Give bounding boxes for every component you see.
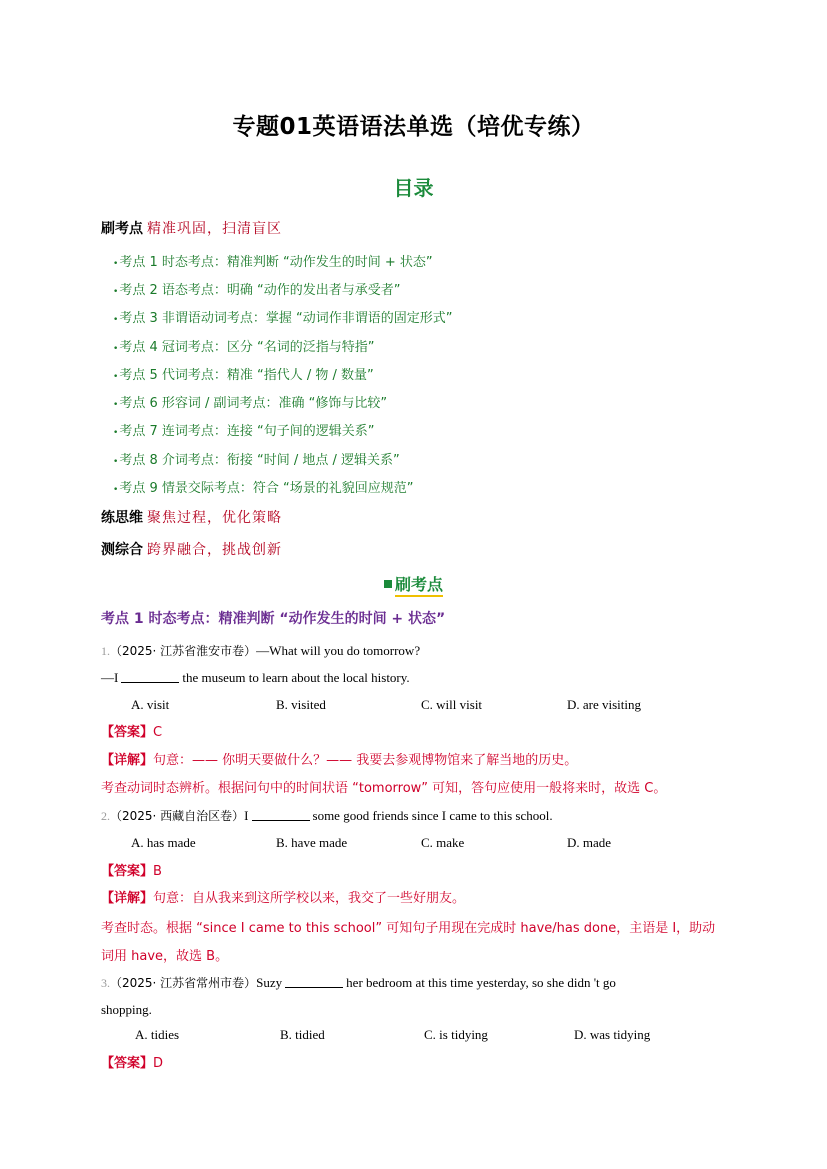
toc-item-4[interactable]: •考点 4 冠词考点：区分 “名词的泛指与特指” — [113, 340, 375, 355]
toc-section-thinking[interactable] — [101, 507, 282, 527]
question-1-line-2: —I the museum to learn about the local history. — [101, 670, 410, 685]
question-number: 2. — [101, 809, 110, 823]
bullet-icon: • — [113, 344, 119, 354]
option-c: C. is tidying — [424, 1027, 488, 1042]
section-label: 刷考点 — [101, 221, 143, 237]
question-2-line-1: 2.（2025· 西藏自治区卷）I some good friends since I came to this school. — [101, 808, 553, 823]
answer-blank — [252, 810, 310, 821]
answer-line: 【答案】D — [101, 1056, 164, 1071]
question-source: （2025· 西藏自治区卷） — [110, 809, 245, 823]
answer-blank — [121, 672, 179, 683]
bullet-icon: • — [113, 372, 119, 382]
bullet-icon: • — [113, 287, 119, 297]
answer-line: 【答案】B — [101, 864, 162, 879]
explanation-line: 词用 have，故选 B。 — [101, 949, 229, 964]
option-d: D. made — [567, 835, 612, 850]
option-a: A. visit — [131, 697, 170, 712]
explanation-line: 考查时态。根据 “since I came to this school” 可知句子用现在完成时 have/has done，主语是 I，助动 — [101, 921, 716, 936]
bullet-icon: • — [113, 428, 119, 438]
option-a: A. tidies — [135, 1027, 180, 1042]
toc-item-9[interactable]: •考点 9 情景交际考点：符合 “场景的礼貌回应规范” — [113, 481, 414, 496]
answer-line: 【答案】C — [101, 725, 163, 740]
question-3-line-1: 3.（2025· 江苏省常州市卷）Suzy her bedroom at this time yesterday, so she didn 't go — [101, 975, 616, 990]
question-number: 3. — [101, 976, 110, 990]
bullet-icon: • — [113, 259, 119, 269]
option-c: C. will visit — [421, 697, 483, 712]
toc-item-5[interactable]: •考点 5 代词考点：精准 “指代人 / 物 / 数量” — [113, 368, 374, 383]
document-title: 专题01英语语法单选（培优专练） — [232, 114, 595, 140]
toc-item-6[interactable]: •考点 6 形容词 / 副词考点：准确 “修饰与比较” — [113, 396, 388, 411]
toc-item-2[interactable]: •考点 2 语态考点：明确 “动作的发出者与承受者” — [113, 283, 401, 298]
explanation-line: 【详解】句意：—— 你明天要做什么？—— 我要去参观博物馆来了解当地的历史。 — [101, 753, 578, 768]
option-a: A. has made — [131, 835, 196, 850]
toc-item-8[interactable]: •考点 8 介词考点：衔接 “时间 / 地点 / 逻辑关系” — [113, 453, 400, 468]
option-c: C. make — [421, 835, 465, 850]
option-b: B. have made — [276, 835, 348, 850]
bullet-icon: • — [113, 485, 119, 495]
option-b: B. visited — [276, 697, 326, 712]
question-3-line-2: shopping. — [101, 1002, 152, 1017]
bullet-icon: • — [113, 457, 119, 467]
question-source: （2025· 江苏省淮安市卷） — [110, 644, 257, 658]
explanation-line: 考查动词时态辨析。根据问句中的时间状语 “tomorrow” 可知，答句应使用一般将来时，故选 C。 — [101, 781, 667, 796]
question-stem: —What will you do tomorrow? — [256, 643, 421, 658]
option-b: B. tidied — [280, 1027, 325, 1042]
bullet-icon: • — [113, 400, 119, 410]
bullet-icon: • — [113, 315, 119, 325]
question-source: （2025· 江苏省常州市卷） — [110, 976, 257, 990]
section-label: 测综合 — [101, 542, 143, 558]
square-bullet-icon — [384, 580, 392, 588]
question-number: 1. — [101, 644, 110, 658]
question-1-line-1 — [101, 642, 420, 659]
explanation-line: 【详解】句意：自从我来到这所学校以来，我交了一些好朋友。 — [101, 891, 466, 906]
knowledge-point-heading: 考点 1 时态考点：精准判断 “动作发生的时间 + 状态” — [101, 611, 446, 627]
option-d: D. was tidying — [574, 1027, 651, 1042]
toc-item-7[interactable]: •考点 7 连词考点：连接 “句子间的逻辑关系” — [113, 424, 375, 439]
answer-blank — [285, 977, 343, 988]
section-desc: 精准巩固，扫清盲区 — [147, 221, 282, 237]
section-desc: 聚焦过程，优化策略 — [147, 510, 282, 526]
toc-item-3[interactable]: •考点 3 非谓语动词考点：掌握 “动词作非谓语的固定形式” — [113, 311, 453, 326]
option-d: D. are visiting — [567, 697, 642, 712]
section-desc: 跨界融合，挑战创新 — [147, 542, 282, 558]
section-label: 练思维 — [101, 510, 143, 526]
toc-section-practice[interactable] — [101, 218, 282, 238]
toc-title: 目录 — [393, 176, 434, 200]
toc-item-1[interactable]: •考点 1 时态考点：精准判断 “动作发生的时间 + 状态” — [113, 255, 433, 270]
section-heading: 刷考点 — [0, 572, 827, 595]
toc-section-comprehensive[interactable] — [101, 539, 282, 559]
